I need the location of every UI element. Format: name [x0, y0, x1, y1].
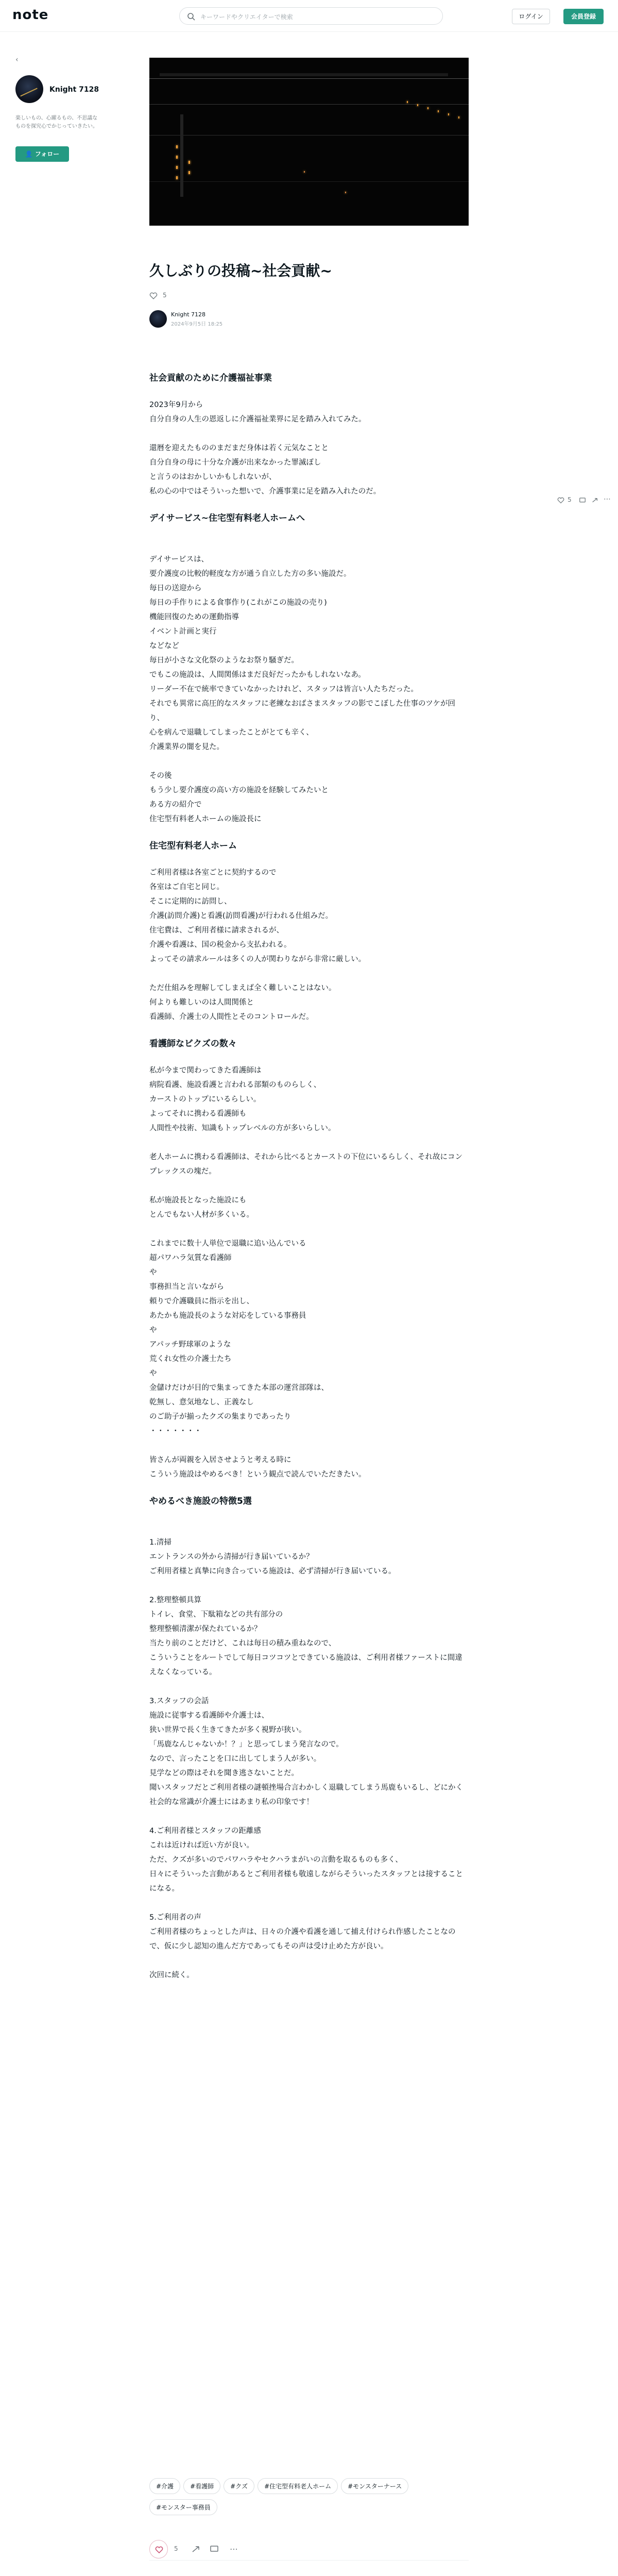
- heart-icon[interactable]: [149, 292, 158, 300]
- paragraph: ご利用者様のちょっとした声は、日々の介護や看護を通して捕え付けられ作感したことなので、仮に少し認知の進んだ方であってもその声は受け止めた方が良い。: [149, 1928, 456, 1951]
- paragraph: 人間性や技術、知識もトップレベルの方が多いらしい。: [149, 1124, 336, 1132]
- paragraph-spacer: [149, 1222, 469, 1236]
- paragraph: や: [149, 1326, 157, 1334]
- paragraph: よってその請求ルールは多くの人が関わりながら非常に厳しい。: [149, 955, 366, 963]
- paragraph: のご助子が揃ったクズの集まりであったり: [149, 1413, 291, 1421]
- paragraph: 私の心の中ではそういった想いで、介護事業に足を踏み入れたのだ。: [149, 487, 381, 496]
- paragraph: 3.スタッフの会話: [149, 1697, 209, 1705]
- hashtag-chip[interactable]: #クズ: [224, 2478, 254, 2494]
- paragraph: 5.ご利用者の声: [149, 1913, 201, 1922]
- paragraph-spacer: [149, 1521, 469, 1535]
- paragraph: それでも異常に高圧的なスタッフに老練なおばさまスタッフの影でこぼした仕事のツケが回り、: [149, 700, 456, 722]
- paragraph-spacer: [149, 1438, 469, 1453]
- paragraph: ・・・・・・・: [149, 1427, 202, 1435]
- search-icon: [187, 12, 195, 21]
- article-actions: [149, 2540, 469, 2561]
- paragraph: アパッチ野球軍のような: [149, 1341, 231, 1349]
- like-button[interactable]: [149, 2540, 168, 2558]
- paragraph: よってそれに携わる看護師も: [149, 1110, 247, 1118]
- paragraph: 頼りで介護職員に指示を出し、: [149, 1297, 254, 1306]
- paragraph-spacer: [149, 1136, 469, 1150]
- paragraph: や: [149, 1369, 157, 1378]
- paragraph-spacer: [149, 538, 469, 552]
- section-heading: 住宅型有料老人ホーム: [149, 841, 237, 851]
- paragraph: 金儲けだけが目的で集まってきた本部の運営部隊は、: [149, 1384, 329, 1392]
- paragraph-spacer: [149, 427, 469, 441]
- paragraph: ご利用者様は各室ごとに契約するので: [149, 869, 277, 877]
- paragraph: デイサービスは、: [149, 555, 209, 564]
- section-heading: やめるべき施設の特徴5選: [149, 1496, 252, 1506]
- paragraph: とんでもない人材が多くいる。: [149, 1211, 254, 1219]
- follow-button[interactable]: [15, 146, 69, 162]
- paragraph: 当たり前のことだけど、これは毎日の積み重ねなので、: [149, 1639, 336, 1648]
- paragraph: こういうことをルートでして毎日コツコツとできている施設は、ご利用者様ファーストに間違えなくなっている。: [149, 1654, 462, 1676]
- paragraph: 日々にそういった言動があるとご利用者様も敬遠しながらそういったスタッフとは接することになる。: [149, 1870, 463, 1893]
- chevron-left-icon: ‹: [15, 56, 19, 64]
- paragraph: 各室はご自宅と同じ。: [149, 883, 224, 891]
- person-plus-icon: 👤: [25, 150, 33, 158]
- follow-label: フォロー: [35, 150, 60, 158]
- article-body: [149, 359, 469, 1982]
- paragraph: 介護(訪問介護)と看護(訪問看護)が行われる仕組みだ。: [149, 912, 333, 920]
- hashtag-chip[interactable]: #モンスターナース: [341, 2478, 408, 2494]
- paragraph: 次回に続く。: [149, 1971, 194, 1979]
- author-name[interactable]: Knight 7128: [171, 311, 205, 318]
- more-icon[interactable]: ⋯: [230, 2544, 238, 2554]
- note-logo[interactable]: note: [12, 7, 49, 23]
- paragraph: 皆さんが両親を入居させようと考える時に: [149, 1456, 291, 1464]
- paragraph: 1.清掃: [149, 1538, 171, 1547]
- paragraph: 事務担当と言いながら: [149, 1283, 224, 1291]
- section-heading: 社会貢献のために介護福祉事業: [149, 373, 272, 383]
- paragraph: 狭い世界で長く生きてきたが多く視野が狭い。: [149, 1726, 306, 1734]
- paragraph: 老人ホームに携わる看護師は、それから比べるとカーストの下位にいるらしく、それ故にコンプレックスの塊だ。: [149, 1153, 462, 1176]
- paragraph: これは近ければ近い方が良い。: [149, 1841, 254, 1850]
- hero-image: [149, 58, 469, 226]
- back-link[interactable]: [15, 56, 108, 64]
- paragraph: 荒くれ女性の介護士たち: [149, 1355, 232, 1363]
- paragraph: ある方の紹介で: [149, 801, 202, 809]
- paragraph: 自分自身の母に十分な介護が出来なかった罪滅ぼし: [149, 459, 321, 467]
- section-heading: デイサービス~住宅型有料老人ホームへ: [149, 513, 305, 523]
- creator-bio: 楽しいもの、心躍るもの、不思議なものを探究心でかじっていきたい。: [15, 115, 98, 129]
- signup-button[interactable]: 会員登録: [563, 9, 604, 24]
- paragraph: 毎日が小さな文化祭のようなお祭り騒ぎだ。: [149, 656, 299, 665]
- paragraph: 機能回復のための運動指導: [149, 613, 239, 621]
- paragraph: 何よりも難しいのは人間関係と: [149, 998, 254, 1007]
- paragraph: や: [149, 1268, 157, 1277]
- paragraph: でもこの施設は、人間関係はまだ良好だったかもしれないなあ。: [149, 671, 366, 679]
- paragraph-spacer: [149, 1896, 469, 1910]
- paragraph-spacer: [149, 967, 469, 981]
- search-input[interactable]: [179, 7, 443, 25]
- tag-list: [149, 2478, 469, 2520]
- paragraph: 還暦を迎えたもののまだまだ身体は若く元気なことと: [149, 444, 329, 452]
- like-count: 5: [163, 292, 167, 299]
- avatar[interactable]: [15, 75, 43, 103]
- paragraph: 整理整頓清潔が保たれているか？: [149, 1625, 262, 1633]
- post-date: 2024年9月5日 18:25: [171, 321, 223, 327]
- heart-icon[interactable]: [557, 497, 564, 504]
- comment-icon[interactable]: [579, 497, 586, 504]
- paragraph: などなど: [149, 642, 179, 650]
- paragraph-spacer: [149, 1954, 469, 1968]
- paragraph: 2.整理整頓具算: [149, 1596, 201, 1604]
- paragraph: カーストのトップにいるらしい。: [149, 1095, 261, 1104]
- paragraph: 看護師、介護士の人間性とそのコントロールだ。: [149, 1013, 314, 1021]
- heart-icon: [155, 2546, 163, 2554]
- like-count: 5: [174, 2545, 178, 2552]
- paragraph: 自分自身の人生の恩返しに介護福祉業界に足を踏み入れてみた。: [149, 415, 366, 423]
- paragraph-spacer: [149, 1579, 469, 1593]
- paragraph: 住宅費は、ご利用者様に請求されるが、: [149, 926, 284, 935]
- paragraph: 病院看護、施設看護と言われる部類のものらしく、: [149, 1081, 321, 1089]
- paragraph: 見学などの際はそれを聞き逃さないことだ。: [149, 1769, 299, 1777]
- paragraph: 超パワハラ気質な看護師: [149, 1254, 232, 1262]
- hashtag-chip[interactable]: #住宅型有料老人ホーム: [258, 2478, 338, 2494]
- paragraph: 「馬鹿なんじゃないか！？」と思ってしまう発言なので。: [149, 1740, 344, 1749]
- paragraph-spacer: [149, 1680, 469, 1694]
- paragraph: 毎日の手作りによる食事作り(これがこの施設の売り): [149, 599, 327, 607]
- paragraph: トイレ、食堂、下駄箱などの共有部分の: [149, 1611, 283, 1619]
- paragraph: これまでに数十人単位で退職に追い込んでいる: [149, 1240, 306, 1248]
- paragraph: なので、言ったことを口に出してしまう人が多い。: [149, 1755, 321, 1763]
- hashtag-chip[interactable]: #介護: [149, 2478, 180, 2494]
- hashtag-chip[interactable]: #モンスター事務員: [149, 2499, 217, 2515]
- login-button[interactable]: ログイン: [512, 9, 550, 24]
- hashtag-chip[interactable]: #看護師: [183, 2478, 220, 2494]
- paragraph: あたかも施設長のような対応をしている事務員: [149, 1312, 306, 1320]
- section-heading: 看護師なビクズの数々: [149, 1039, 237, 1049]
- paragraph: 聞いスタッフだとご利用者様の謎頓挫場合言わかしく退職してしまう馬鹿もいるし、どにかく社会的な常識が介護士にはあまり私の印象です！: [149, 1784, 463, 1806]
- paragraph: もう少し要介護度の高い方の施設を経験してみたいと: [149, 786, 329, 794]
- paragraph: そこに定期的に訪問し、: [149, 897, 232, 906]
- paragraph: ただ、クズが多いのでパワハラやセクハラまがいの言動を取るものも多く、: [149, 1856, 403, 1864]
- paragraph: 私が施設長となった施設にも: [149, 1196, 247, 1205]
- paragraph: 要介護度の比較的軽度な方が通う自立した方の多い施設だ。: [149, 570, 351, 578]
- paragraph: リーダー不在で統率できていなかったけれど、スタッフは皆言い人たちだった。: [149, 685, 418, 693]
- paragraph: こういう施設はやめるべき！という観点で読んでいただきたい。: [149, 1470, 366, 1479]
- author-avatar[interactable]: [149, 310, 167, 328]
- floating-actions: [557, 495, 614, 507]
- sidebar-profile: [15, 56, 108, 158]
- paragraph: 施設に従事する看護師や介護士は、: [149, 1711, 269, 1720]
- more-icon[interactable]: ⋯: [604, 495, 611, 503]
- paragraph: ご利用者様と真摯に向き合っている施設は、必ず清掃が行き届いている。: [149, 1567, 396, 1575]
- paragraph: イベント計画と実行: [149, 628, 217, 636]
- paragraph: 住宅型有料老人ホームの施設長に: [149, 815, 262, 823]
- comment-icon[interactable]: [209, 2544, 219, 2554]
- share-icon[interactable]: [591, 497, 598, 504]
- paragraph-spacer: [149, 1809, 469, 1824]
- float-like-count: 5: [568, 496, 572, 503]
- paragraph: 介護業界の闇を見た。: [149, 743, 224, 751]
- paragraph: 心を病んで退職してしまったことがとても辛く、: [149, 728, 314, 737]
- paragraph: 2023年9月から: [149, 401, 203, 409]
- share-icon[interactable]: [191, 2544, 201, 2554]
- paragraph-spacer: [149, 754, 469, 769]
- paragraph: エントランスの外から清掃が行き届いているか？: [149, 1553, 314, 1561]
- paragraph: 介護や看護は、国の税金から支払われる。: [149, 941, 291, 949]
- paragraph: 毎日の送迎から: [149, 584, 202, 592]
- article-title: 久しぶりの投稿~社会貢献~: [149, 262, 332, 279]
- search-placeholder: キーワードやクリエイターで検索: [200, 13, 293, 21]
- paragraph: 4.ご利用者様とスタッフの距離感: [149, 1827, 261, 1835]
- paragraph-spacer: [149, 1179, 469, 1193]
- paragraph: と言うのはおかしいかもしれないが、: [149, 473, 277, 481]
- global-header: [0, 0, 618, 32]
- creator-name[interactable]: Knight 7128: [49, 86, 99, 94]
- paragraph: 乾無し、意気地なし、正義なし: [149, 1398, 254, 1406]
- paragraph: 私が今まで関わってきた看護師は: [149, 1066, 262, 1075]
- paragraph: ただ仕組みを理解してしまえば全く難しいことはない。: [149, 984, 336, 992]
- paragraph: その後: [149, 772, 172, 780]
